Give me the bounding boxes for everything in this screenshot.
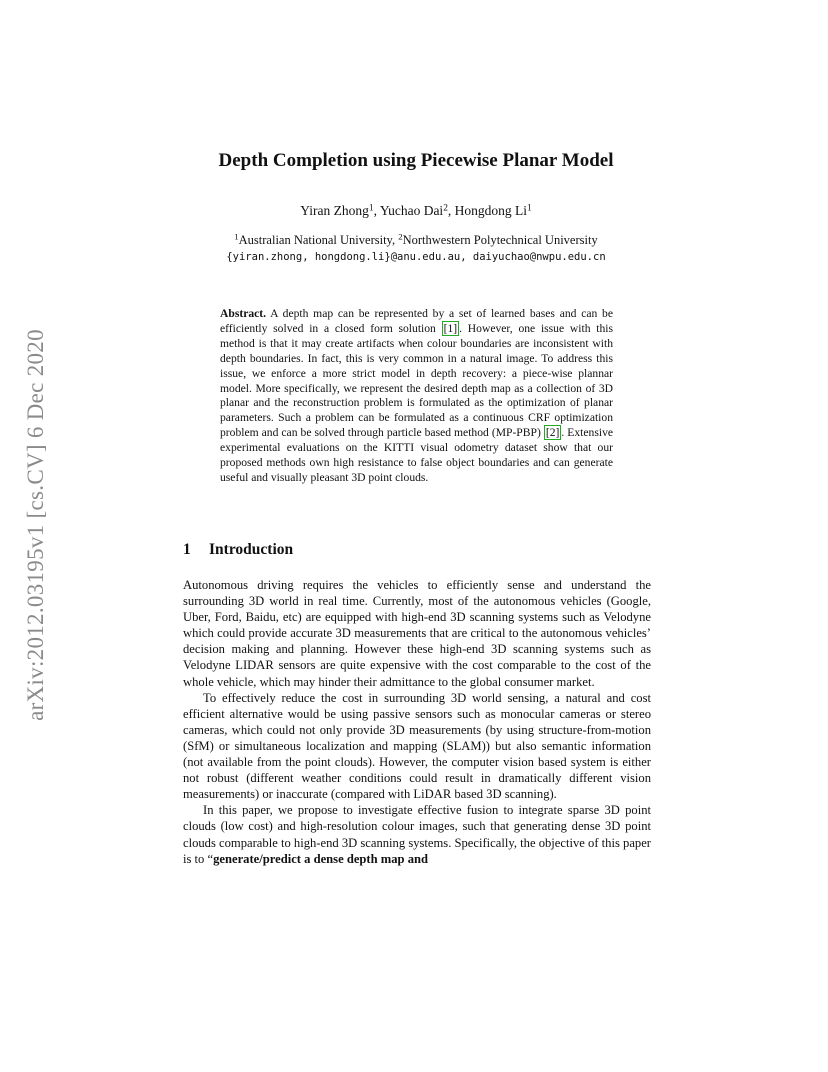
author-name: Hongdong Li [454,203,528,218]
abstract-text: . Extensive experimental evaluations on the KITTI visual odometry dataset show that our proposed methods own high resistance to false object boundaries and can generate useful and visually pleasant 3D point clouds. [220,426,614,484]
author-emails: {yiran.zhong, hongdong.li}@anu.edu.au, daiyuchao@nwpu.edu.cn [226,251,606,263]
paragraph-text: In this paper, we propose to investigate effective fusion to integrate sparse 3D point clouds (low cost) and high-resolution colour images, such that generating dense 3D point clouds comparable to high-end 3D scanning systems. Specifically, the objective of this paper is to “ [183,803,651,866]
paper-title: Depth Completion using Piecewise Planar Model [218,150,614,171]
abstract-label: Abstract. [220,307,267,320]
section-title: Introduction [209,541,294,558]
section-number: 1 [183,541,191,558]
author-list: Yiran Zhong$^1$, Yuchao Dai$^2$, Hongdong Li$^1$ [300,203,532,218]
affiliations [150,233,682,248]
citation-link[interactable]: [2] [545,426,560,440]
abstract-block [220,307,613,486]
author-affiliation-mark: 1 [368,203,374,214]
arxiv-stamp-text: arXiv:2012.03195v1 [cs.CV] 6 Dec 2020 [23,329,48,721]
emphasized-objective: generate/predict a dense depth map and [213,851,429,866]
section-heading [183,541,653,559]
arxiv-identifier-stamp [20,290,52,760]
author-affiliation-mark: 1 [527,203,532,214]
citation-link[interactable]: [1] [443,321,458,335]
introduction-body [183,577,651,867]
affiliation-nwpu: Northwestern Polytechnical University [402,233,598,247]
author-name: Yuchao Dai [379,203,444,218]
affiliation-mark: 2 [398,231,403,242]
affiliation-anu: Australian National University, [238,233,396,247]
paragraph: Autonomous driving requires the vehicles to efficiently sense and understand the surrounding 3D world in real time. Currently, most of the autonomous vehicles (Google, Uber, Ford, Baidu, etc) are equipped with high-end 3D scanning systems such as Velodyne which could provide accurate 3D measurements that are critical to the autonomous vehicles’ decision making and planning. However these high-end 3D scanning systems such as Velodyne LIDAR sensors are quite expensive with the cost comparable to the cost of the whole vehicle, which may hinder their admittance to the global consumer market. [183,578,651,689]
abstract-text: A depth map can be represented by a set of learned bases and can be efficiently solved in a closed form solution [220,307,613,335]
author-affiliation-mark: 2 [443,203,448,214]
paragraph [183,802,651,866]
abstract-text: . However, one issue with this method is that it may create artifacts when colour boundaries are inconsistent with depth boundaries. In fact, this is very common in a natural image. To address this issue, we enforce a more strict model in depth recovery: a piece-wise plannar model. More specifically, we represent the desired depth map as a collection of 3D planar and the reconstruction problem is formulated as the optimization of planar parameters. Such a problem can be formulated as a continuous CRF optimization problem and can be solved through particle based method (MP-PBP) [220,321,613,440]
paragraph: To effectively reduce the cost in surrounding 3D world sensing, a natural and cost efficient alternative would be using passive sensors such as monocular cameras or stereo cameras, which could not only provide 3D measurements (by using structure-from-motion (SfM) or simultaneous localization and mapping (SLAM)) but also semantic information (not available from the point clouds). However, the computer vision based system is either not robust (different weather conditions could result in dramatically different vision measurements) or inaccurate (compared with LiDAR based 3D scanning). [183,690,651,802]
affiliation-mark: 1 [234,231,239,242]
author-name: Yiran Zhong [300,203,369,218]
